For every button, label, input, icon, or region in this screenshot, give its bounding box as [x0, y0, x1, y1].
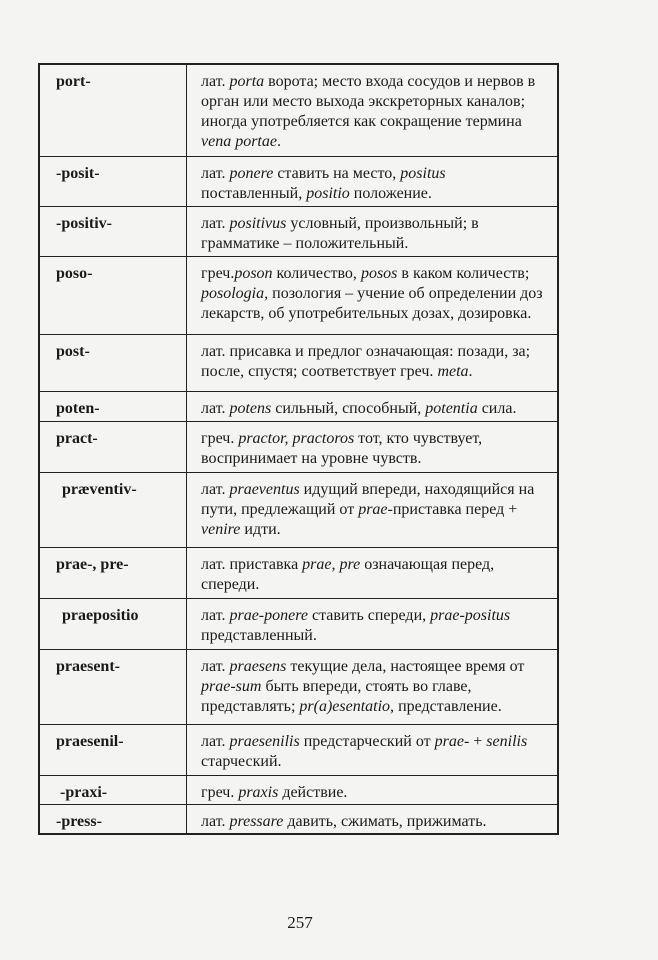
entry-definition: [187, 156, 559, 206]
dictionary-row: [39, 649, 558, 724]
definition-italic-text: pressare: [229, 812, 284, 830]
dictionary-row: [39, 391, 558, 421]
definition-italic-text: prae-ponere: [229, 606, 308, 624]
dictionary-row: [39, 206, 558, 256]
definition-text: давить, сжимать, прижимать.: [283, 812, 487, 830]
definition-italic-text: poson: [234, 264, 273, 282]
entry-definition: [187, 724, 559, 775]
definition-text: ставить на место,: [273, 164, 401, 182]
dictionary-row: [39, 64, 558, 156]
definition-text: ставить спереди,: [307, 606, 431, 624]
entry-term: -praxi-: [39, 775, 187, 804]
definition-text: лат.: [201, 480, 230, 498]
definition-text: идти.: [240, 520, 281, 538]
definition-italic-text: potentia: [425, 399, 478, 417]
definition-text: .: [276, 133, 281, 150]
entry-definition: [187, 598, 559, 649]
entry-definition: [187, 421, 559, 472]
definition-text: тот, кто чувствует, воспринимает на уровне чувств.: [201, 429, 483, 467]
definition-text: лат.: [201, 657, 230, 675]
definition-italic-text: senilis: [486, 732, 528, 750]
definition-italic-text: venire: [201, 520, 241, 538]
definition-text: действие.: [278, 783, 348, 801]
definition-italic-text: porta: [229, 73, 265, 90]
definition-text: идущий впереди, находящийся на пути, предлежащий от: [201, 480, 535, 518]
definition-text: в каком количеств;: [397, 264, 530, 282]
entry-definition: [187, 391, 559, 421]
entry-definition: [187, 775, 559, 804]
entry-term: praesent-: [39, 649, 187, 724]
definition-italic-text: posologia,: [201, 284, 269, 302]
definition-text: +: [469, 732, 487, 750]
definition-text: старческий.: [201, 752, 282, 770]
entry-definition: [187, 64, 559, 156]
definition-italic-text: prae: [358, 500, 388, 518]
dictionary-row: [39, 472, 558, 547]
definition-italic-text: positio: [306, 184, 350, 202]
entry-definition: [187, 256, 559, 334]
definition-text: греч.: [201, 264, 235, 282]
definition-italic-text: positus: [400, 164, 446, 182]
definition-text: лат.: [201, 399, 230, 417]
definition-italic-text: praxis: [238, 783, 279, 801]
definition-text: позология – учение об определении доз лекарств, об употребительных дозах, дозировка.: [201, 284, 543, 322]
dictionary-row: [39, 598, 558, 649]
entry-term: poso-: [39, 256, 187, 334]
definition-text: сила.: [477, 399, 517, 417]
definition-text: ворота; место входа сосудов и нервов в орган или место выхода экскреторных каналов; иногда употребляется как сокращение термина: [201, 73, 536, 130]
dictionary-row: [39, 334, 558, 391]
definition-text: условный, произвольный; в грамматике – положительный.: [201, 214, 479, 252]
entry-term: post-: [39, 334, 187, 391]
definition-text: лат.: [201, 606, 230, 624]
page-number: 257: [287, 913, 313, 932]
definition-italic-text: prae-positus: [430, 606, 511, 624]
definition-text: количество,: [272, 264, 361, 282]
entry-definition: [187, 547, 559, 598]
entry-definition: [187, 206, 559, 256]
definition-text: представление.: [394, 697, 502, 715]
definition-text: греч.: [201, 429, 239, 447]
dictionary-table: [38, 63, 559, 835]
definition-text: лат.: [201, 812, 230, 830]
dictionary-row: [39, 156, 558, 206]
entry-definition: [187, 472, 559, 547]
definition-italic-text: positivus: [229, 214, 287, 232]
definition-italic-text: posos: [360, 264, 398, 282]
definition-italic-text: pr(a)esentatio,: [299, 697, 395, 715]
definition-italic-text: praeventus: [229, 480, 300, 498]
dictionary-row: [39, 547, 558, 598]
definition-text: представленный.: [201, 626, 317, 644]
entry-definition: [187, 804, 559, 834]
entry-term: port-: [39, 64, 187, 156]
definition-italic-text: prae-: [434, 732, 470, 750]
definition-text: лат. присавка и предлог означающая: позади, за; после, спустя; соответствует греч.: [201, 342, 531, 380]
entry-definition: [187, 649, 559, 724]
entry-term: -posit-: [39, 156, 187, 206]
definition-text: лат. приставка: [201, 555, 303, 573]
entry-definition: [187, 334, 559, 391]
dictionary-table-body: [39, 64, 558, 834]
definition-italic-text: praesenilis: [229, 732, 300, 750]
definition-text: положение.: [349, 184, 432, 202]
definition-italic-text: practor, practoros: [238, 429, 355, 447]
definition-italic-text: vena portae: [201, 133, 277, 150]
definition-italic-text: prae-sum: [201, 677, 262, 695]
definition-text: .: [468, 362, 473, 380]
dictionary-row: [39, 775, 558, 804]
definition-text: лат.: [201, 732, 230, 750]
definition-italic-text: ponere: [229, 164, 274, 182]
definition-italic-text: prae, pre: [302, 555, 361, 573]
definition-text: лат.: [201, 164, 230, 182]
entry-term: prаct-: [39, 421, 187, 472]
definition-italic-text: meta: [437, 362, 469, 380]
definition-text: означающая перед, спереди.: [201, 555, 495, 593]
dictionary-row: [39, 256, 558, 334]
definition-text: лат.: [201, 214, 230, 232]
entry-term: prae-, pre-: [39, 547, 187, 598]
dictionary-row: [39, 421, 558, 472]
definition-text: быть впереди, стоять во главе, представлять;: [201, 677, 472, 715]
definition-text: поставленный,: [201, 184, 307, 202]
definition-text: лат.: [201, 73, 230, 90]
definition-italic-text: praesens: [229, 657, 287, 675]
entry-term: præventiv-: [39, 472, 187, 547]
entry-term: praesenil-: [39, 724, 187, 775]
definition-text: текущие дела, настоящее время от: [286, 657, 525, 675]
definition-text: греч.: [201, 783, 239, 801]
entry-term: poten-: [39, 391, 187, 421]
dictionary-row: [39, 804, 558, 834]
definition-italic-text: potens: [229, 399, 272, 417]
dictionary-row: [39, 724, 558, 775]
definition-text: сильный, способный,: [271, 399, 426, 417]
entry-term: praepositio: [39, 598, 187, 649]
entry-term: -positiv-: [39, 206, 187, 256]
entry-term: -press-: [39, 804, 187, 834]
definition-text: -приставка перед +: [387, 500, 518, 518]
definition-text: предстарческий от: [299, 732, 435, 750]
